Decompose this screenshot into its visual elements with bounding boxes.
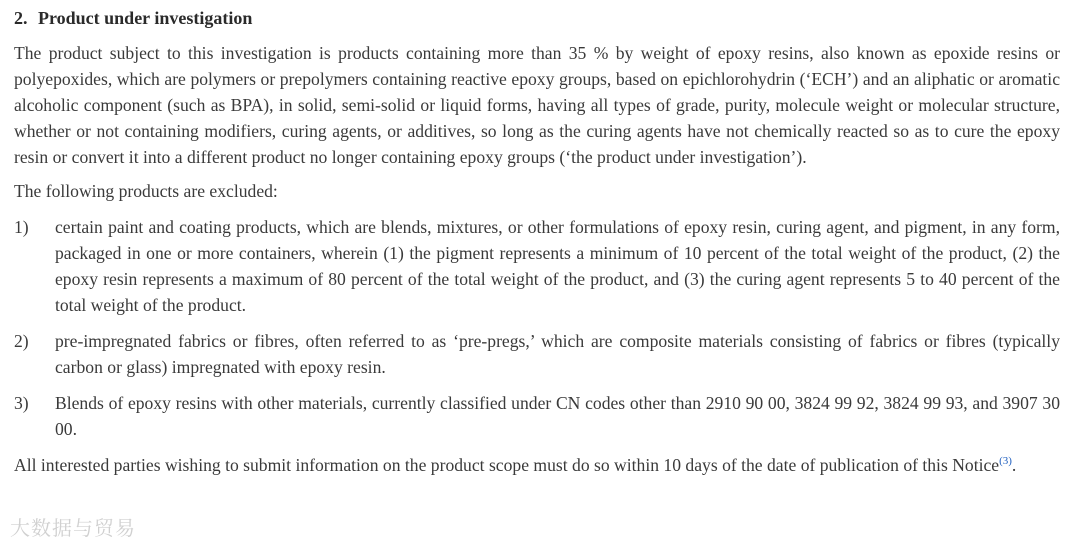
section-title: Product under investigation xyxy=(38,8,253,28)
exclusion-list xyxy=(14,214,1060,442)
list-marker: 2) xyxy=(14,331,29,351)
section-heading xyxy=(14,6,1060,30)
exclusion-item-3 xyxy=(14,390,1060,442)
watermark-logo: 大数据与贸易 xyxy=(10,516,136,540)
document-body xyxy=(14,6,1060,478)
footnote-link[interactable]: (3) xyxy=(999,455,1012,468)
section-number: 2. xyxy=(14,8,28,28)
list-item-text: Blends of epoxy resins with other materials, currently classified under CN codes other than 2910 90 00, 3824 99 92, 3824 99 93, and 3907 30 00. xyxy=(55,393,1060,439)
closing-text: All interested parties wishing to submit information on the product scope must do so within 10 days of the date of publication of this Notice xyxy=(14,455,1000,475)
definition-paragraph: The product subject to this investigation is products containing more than 35 % by weight of epoxy resins, also known as epoxide resins or polyepoxides, which are polymers or prepolymers containing reactive epoxy groups, based on epichlorohydrin (‘ECH’) and an aliphatic or aromatic alcoholic component (such as BPA), in solid, semi-solid or liquid forms, having all types of grade, purity, molecule weight or molecular structure, whether or not containing modifiers, curing agents, or additives, so long as the curing agents have not chemically reacted so as to cure the epoxy resin or convert it into a different product no longer containing epoxy groups (‘the product under investigation’). xyxy=(14,43,1060,167)
exclusion-item-2 xyxy=(14,328,1060,380)
list-marker: 1) xyxy=(14,217,29,237)
exclusion-item-1 xyxy=(14,214,1060,318)
list-item-text: pre-impregnated fabrics or fibres, often referred to as ‘pre-pregs,’ which are composite materials consisting of fabrics or fibres (typically carbon or glass) impregnated with epoxy resin. xyxy=(55,331,1060,377)
list-item-text: certain paint and coating products, which are blends, mixtures, or other formulations of epoxy resin, curing agent, and pigment, in any form, packaged in one or more containers, wherein (1) the pigment represents a minimum of 10 percent of the total weight of the product, (2) the epoxy resin represents a maximum of 80 percent of the total weight of the product, and (3) the curing agent represents 5 to 40 percent of the total weight of the product. xyxy=(55,217,1060,315)
excluded-intro: The following products are excluded: xyxy=(14,181,278,201)
closing-paragraph: All interested parties wishing to submit information on the product scope must do so within 10 days of the date of publication of this Notice$^{(3)}$. xyxy=(14,455,1017,475)
list-marker: 3) xyxy=(14,393,29,413)
